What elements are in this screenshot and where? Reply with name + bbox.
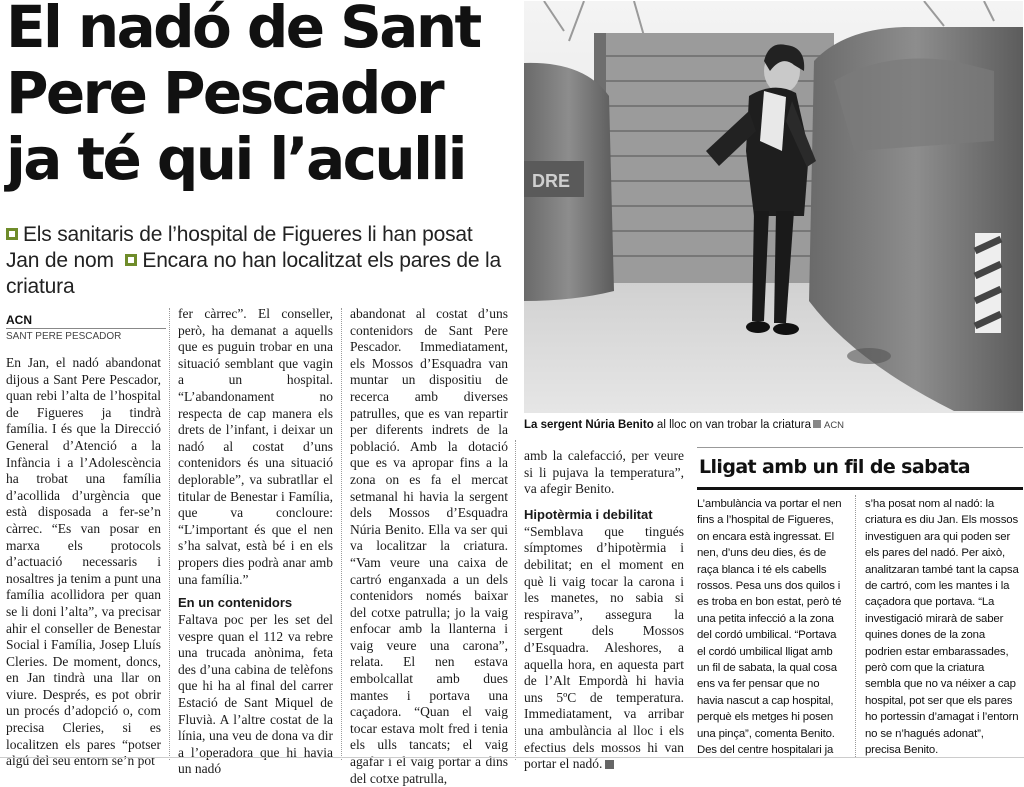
bullet-square-icon: [6, 228, 18, 240]
bullet-square-icon: [125, 254, 137, 266]
page-bottom-rule: [0, 757, 1024, 758]
byline-location: SANT PERE PESCADOR: [6, 331, 122, 342]
byline: [6, 313, 166, 343]
container-label: DRE: [532, 171, 571, 191]
sidebar-paragraph: L’ambulància va portar el nen fins a l’hospital de Figueres, on encara està ingressat. El nen, d’uns deu dies, és de raça blanca i té els cabells rossos. Pesa uns dos quilos i es troba en bon estat, però té una petita infecció a la zona del cordó umbilical. “Portava el cordó umbilical lligat amb un fil de sabata, la qual cosa ens va fer pensar que no havia nascut a cap hospital, perquè els metges hi posen una pinça”, comenta Benito. Des del centre hospitalari ja: [697, 498, 842, 757]
sidebar-box: [697, 447, 1023, 763]
article-paragraph: fer càrrec”. El conseller, però, ha demanat a aquells que es puguin trobar en una situació semblant que vagin a un hospital. “L’abandonament no respecta de cap manera els drets de l’infant, i deixar un nadó al costat d’uns contenidors és una situació deplorable”, va subratllar el titular de Benestar i Família, que va concloure: “L’important és que el nen s’ha salvat, està bé i en els propers dies podrà anar amb una família.”: [178, 306, 333, 587]
sidebar-column-2: [865, 496, 1020, 759]
sidebar-title: Lligat amb un fil de sabata: [699, 456, 971, 478]
subhead: [6, 222, 511, 300]
photo-caption: [524, 418, 1023, 433]
sidebar-paragraph: s’ha posat nom al nadó: la criatura es diu Jan. Els mossos investiguen ara qui poden ser els pares del nadó. Per això, analitzaran també tant la capsa de cartró, com les mantes i la caçadora que portava. “La investigació mirarà de saber quines dones de la zona podrien estar embarassades, però com que la criatura sembla que no va néixer a cap hospital, pot ser que els pares ho portessin d’amagat i l’entorn no se n’hagués adonat”, precisa Benito.: [865, 498, 1019, 757]
photo-credit: ACN: [823, 420, 845, 431]
subhead-line-1: Els sanitaris de l’hospital de Figueres li han posat Jan de nom: [6, 223, 473, 272]
article-column-3: [350, 306, 508, 787]
caption-text: al lloc on van trobar la criatura: [656, 419, 811, 431]
sidebar-title-rule: [697, 487, 1023, 490]
byline-rule: [6, 328, 166, 329]
article-paragraph: [524, 524, 684, 773]
headline: El nadó de Sant Pere Pescador ja té qui l’aculli: [6, 0, 480, 193]
subhead-line-2: Encara no han localitzat els pares de la criatura: [6, 249, 501, 298]
end-mark-icon: [605, 760, 614, 769]
byline-agency: ACN: [6, 313, 32, 327]
sidebar-top-rule: [697, 447, 1023, 448]
article-paragraph: abandonat al costat d’uns contenidors de Sant Pere Pescador. Immediatament, els Mossos d’Esquadra van muntar un dispositiu de recerca amb diverses patrulles, que es van repartir per diferents indrets de la població. Amb la dotació que es va apropar fins a la zona on es fa el mercat setmanal hi havia la sergent dels Mossos d’Esquadra Núria Benito. Ella va ser qui va localitzar la criatura. “Vam veure una caixa de cartró enganxada a un dels contenidors només baixar del cotxe patrulla; jo la vaig enfocar amb la llanterna i vaig veure una carona”, relata. El nen estava embolcallat amb dues mantes i portava una caçadora. “Quan el vaig tocar estava molt fred i tenia els ulls tancats; el vaig agafar i el vaig portar a dins del cotxe patrulla,: [350, 306, 508, 786]
section-heading: En un contenidors: [178, 595, 293, 611]
sidebar-column-1: [697, 496, 847, 759]
article-paragraph: En Jan, el nadó abandonat dijous a Sant Pere Pescador, quan rebi l’alta de l’hospital de Figueres ja tindrà família. I és que la Direcció General d’Atenció a la Infància i a l’Adolescència ha trobat una família d’acollida d’urgència que està disposada a fer-se’n càrrec. “Es van posar en marxa els protocols d’actuació necessaris i nosaltres ja tenim a punt una família acollidora per quan se li doni l’alta”, va precisar ahir el conseller de Benestar Social i Família, Josep Lluís Cleries. De moment, doncs, en Jan tindrà una llar on viure. Després, es pot obrir un procés d’adopció o, com precisa Cleries, si es localitzen els pares “potser algú del seu entorn se’n pot: [6, 355, 161, 769]
column-divider: [169, 308, 170, 760]
article-column-4: [524, 448, 684, 773]
sidebar-divider: [855, 495, 856, 757]
article-paragraph-text: “Semblava que tingués símptomes d’hipotèrmia i debilitat; en el moment en què li vaig tocar la carona i les manetes, no sabia si respirava”, assegura la sergent dels Mossos d’Esquadra. Aleshores, a aquella hora, en aquesta part de l’Alt Empordà hi havia uns 5ºC de temperatura. Immediatament, va arribar una ambulància al lloc i els efectius dels mossos hi van portar el nadó.: [524, 523, 684, 772]
section-heading: Hipotèrmia i debilitat: [524, 506, 653, 522]
article-column-2: [178, 306, 333, 778]
article-paragraph: amb la calefacció, per veure si li pujava la temperatura”, va afegir Benito.: [524, 448, 684, 497]
column-divider: [515, 440, 516, 760]
credit-square-icon: [813, 420, 821, 428]
photo-illustration: [524, 1, 1023, 413]
news-photo: [524, 1, 1023, 413]
article-paragraph: Faltava poc per les set del vespre quan el 112 va rebre una trucada anònima, feta des d’una cabina de telèfons que hi ha al final del carrer Estació de Sant Miquel de Fluvià. A l’altre costat de la línia, una veu de dona va dir a l’operadora que hi havia un nadó: [178, 612, 333, 777]
article-column-1: [6, 355, 161, 770]
caption-name: La sergent Núria Benito: [524, 419, 654, 431]
column-divider: [341, 308, 342, 760]
